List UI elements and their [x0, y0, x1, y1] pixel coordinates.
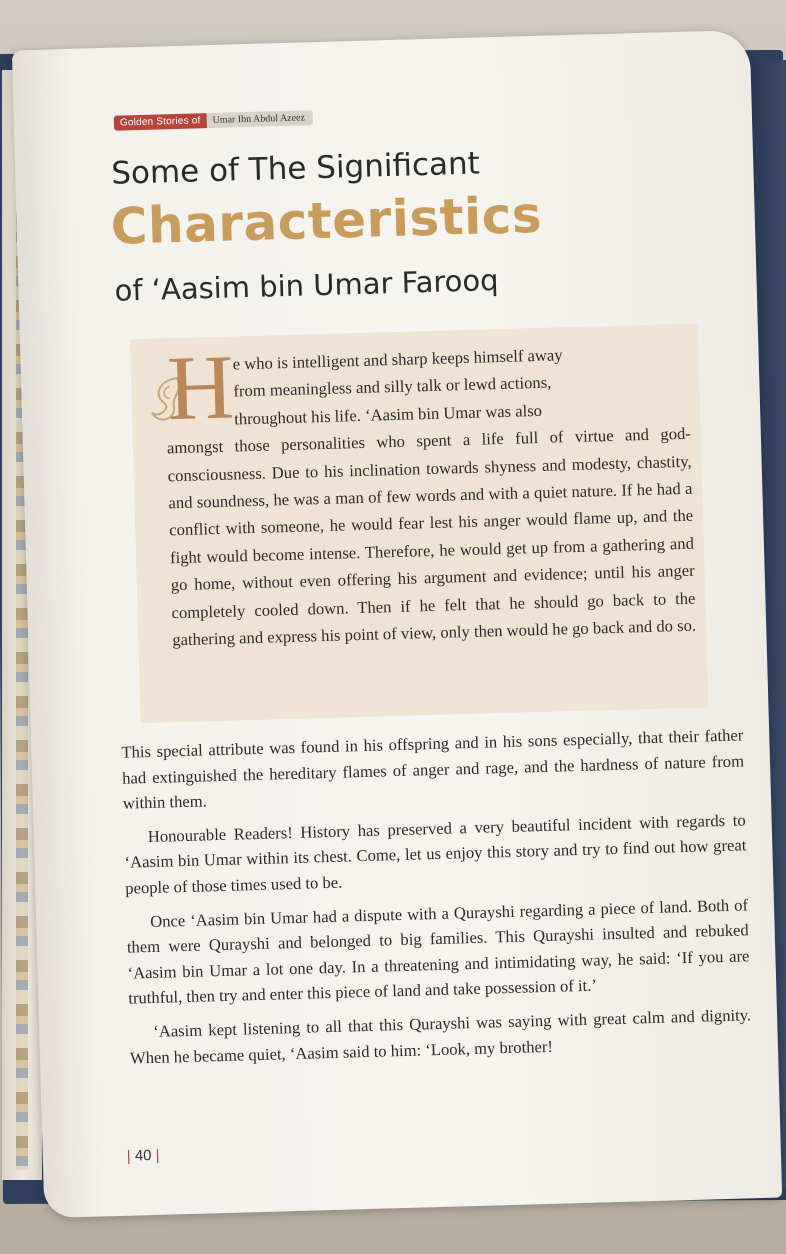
series-label: Golden Stories of: [114, 113, 207, 131]
body-paragraph: Once ‘Aasim bin Umar had a dispute with a Qurayshi regarding a piece of land. Both of them were Qurayshi and belonged to big families. This Qurayshi insulted and rebuked ‘Aasim bin Umar a lot one day. In a threatening and intimidating way, he said: ‘If you are truthful, then try and enter this piece of land and take possession of it.’: [126, 894, 750, 1008]
intro-paragraph: [164, 335, 697, 654]
page-number-divider: |: [155, 1146, 160, 1164]
running-header: [114, 108, 314, 132]
intro-line: from meaningless and silly talk or lewd actions,: [233, 373, 552, 401]
intro-rest: amongst those personalities who spent a life full of virtue and god-consciousness. Due to his inclination towards shyness and modesty, chastity, and soundness, he was a man of few words and with a quiet nature. If he had a conflict with someone, he would fear lest his anger would flame up, and the fight would become intense. Therefore, he would get up from a gathering and go home, without even offering his argument and evidence; until his anger completely cooled down. Then if he felt that he should go back to the gathering and express his point of view, only then would he go back and do so.: [166, 423, 697, 650]
book-page: [12, 30, 782, 1218]
intro-line: e who is intelligent and sharp keeps himself away: [232, 345, 563, 374]
chapter-title-highlight: Characteristics: [109, 185, 543, 256]
chapter-title-line-3: of ‘Aasim bin Umar Farooq: [114, 263, 499, 308]
chapter-title-line-1: Some of The Significant: [110, 145, 481, 192]
person-label: Umar Ibn Abdul Azeez: [206, 110, 313, 128]
intro-line: throughout his life. ‘Aasim bin Umar was also: [233, 400, 543, 429]
intro-highlight-box: [130, 323, 709, 723]
page-number: [127, 1147, 160, 1165]
drop-cap-letter: H: [165, 335, 236, 440]
body-paragraph: ‘Aasim kept listening to all that this Qurayshi was saying with great calm and dignity. When he became quiet, ‘Aasim said to him: ‘Look, my brother!: [129, 1005, 752, 1068]
body-paragraph: Honourable Readers! History has preserved a very beautiful incident with regards to ‘Aasim bin Umar within its chest. Come, let us enjoy this story and try to find out how great people of those times used to be.: [124, 810, 747, 898]
body-paragraph: This special attribute was found in his offspring and in his sons especially, that their father had extinguished the hereditary flames of anger and rage, and the hardness of nature from within them.: [121, 725, 745, 813]
body-text: [121, 722, 752, 1078]
page-number-divider: |: [126, 1147, 131, 1165]
page-number-value: 40: [134, 1147, 152, 1165]
